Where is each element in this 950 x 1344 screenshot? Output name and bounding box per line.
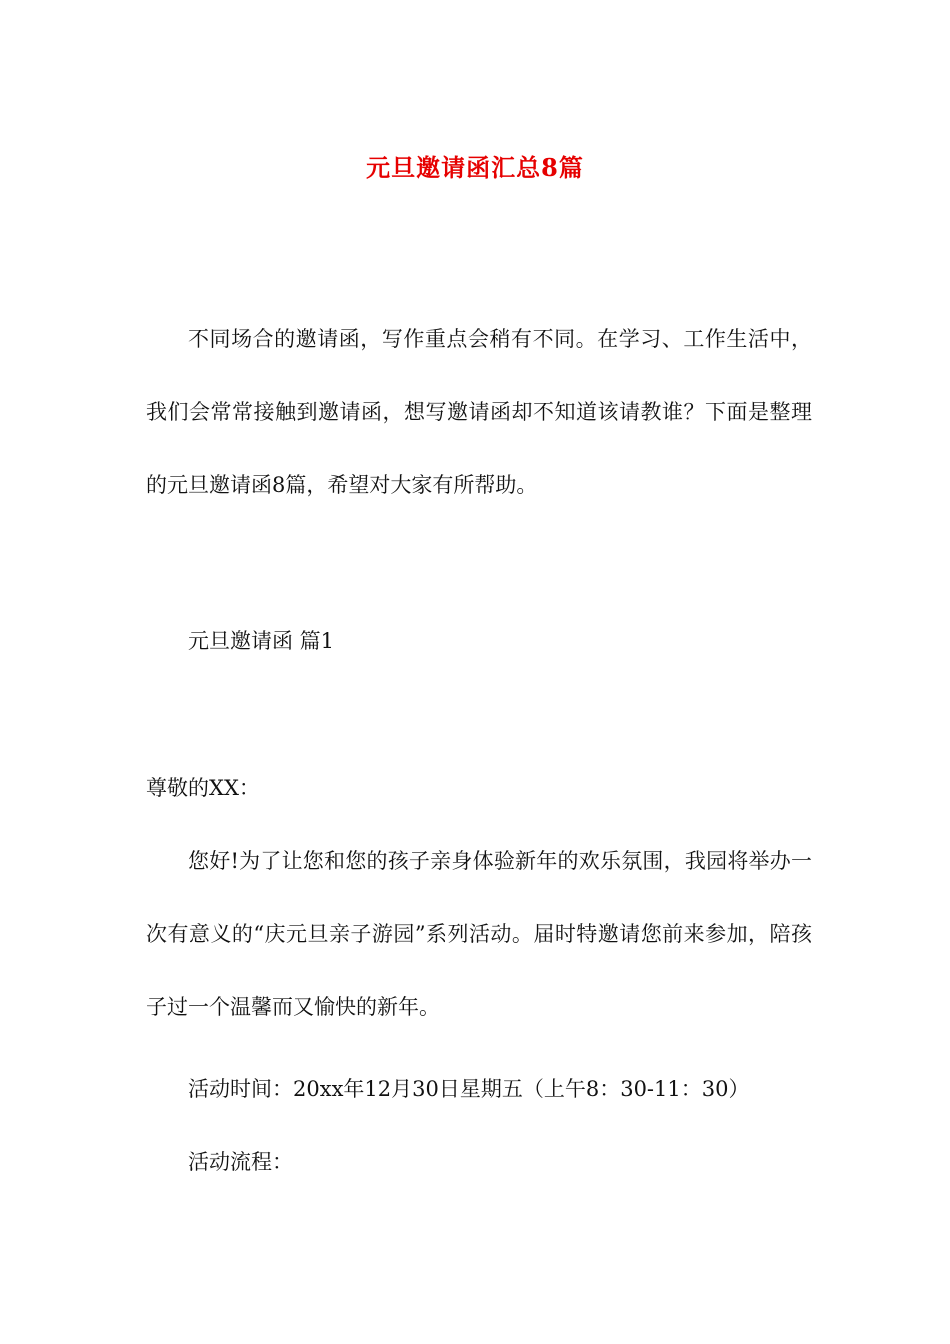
body-paragraph: 您好!为了让您和您的孩子亲身体验新年的欢乐氛围，我园将举办一次有意义的“庆元旦亲子游园”系列活动。届时特邀请您前来参加，陪孩子过一个温馨而又愉快的新年。 <box>146 849 812 1019</box>
activity-flow: 活动流程： <box>188 1150 293 1174</box>
document-title: 元旦邀请函汇总8篇 <box>366 153 584 183</box>
section-heading: 元旦邀请函 篇1 <box>188 629 335 653</box>
activity-time: 活动时间：20xx年12月30日星期五（上午8：30-11：30） <box>188 1077 750 1101</box>
salutation: 尊敬的XX： <box>146 776 260 800</box>
intro-paragraph: 不同场合的邀请函，写作重点会稍有不同。在学习、工作生活中，我们会常常接触到邀请函，想写邀请函却不知道该请教谁？下面是整理的元旦邀请函8篇，希望对大家有所帮助。 <box>146 327 812 497</box>
